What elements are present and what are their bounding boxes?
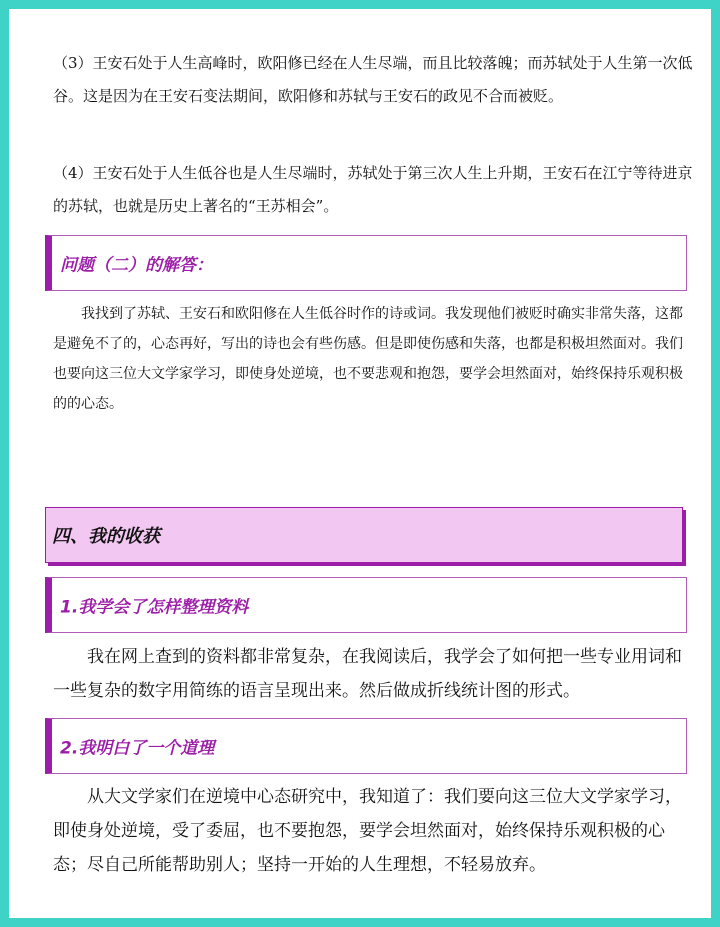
paragraph-gain-2: 从大文学家们在逆境中心态研究中，我知道了：我们要向这三位大文学家学习，即使身处逆境，受了委屈，也不要抱怨，要学会坦然面对，始终保持乐观积极的心态；尽自己所能帮助别人；坚持一开始的人生理想，不轻易放弃。 (53, 787, 682, 875)
heading-question-2-label: 问题（二）的解答： (60, 255, 213, 276)
subheading-gain-2 (45, 718, 687, 774)
subheading-gain-1-label: 1.我学会了怎样整理资料 (60, 597, 249, 618)
paragraph-item-3: （3）王安石处于人生高峰时，欧阳修已经在人生尽端，而且比较落魄；而苏轼处于人生第一次低谷。这是因为在王安石变法期间，欧阳修和苏轼与王安石的政见不合而被贬。 (53, 54, 693, 105)
section-heading-gains-label: 四、我的收获 (52, 526, 160, 547)
paragraph-gain-1: 我在网上查到的资料都非常复杂，在我阅读后，我学会了如何把一些专业用词和一些复杂的数字用简练的语言呈现出来。然后做成折线统计图的形式。 (53, 647, 682, 701)
subheading-gain-2-label: 2.我明白了一个道理 (60, 738, 215, 759)
paragraph-answer-2: 我找到了苏轼、王安石和欧阳修在人生低谷时作的诗或词。我发现他们被贬时确实非常失落，这都是避免不了的，心态再好，写出的诗也会有些伤感。但是即使伤感和失落，也都是积极坦然面对。我们也要向这三位大文学家学习，即使身处逆境，也不要悲观和抱怨，要学会坦然面对，始终保持乐观积极的的心态。 (53, 306, 683, 412)
heading-question-2 (45, 235, 687, 291)
section-heading-gains (45, 507, 683, 563)
subheading-gain-1 (45, 577, 687, 633)
document-page (9, 9, 711, 918)
paragraph-item-4: （4）王安石处于人生低谷也是人生尽端时，苏轼处于第三次人生上升期，王安石在江宁等待进京的苏轼，也就是历史上著名的“王苏相会”。 (53, 164, 693, 215)
